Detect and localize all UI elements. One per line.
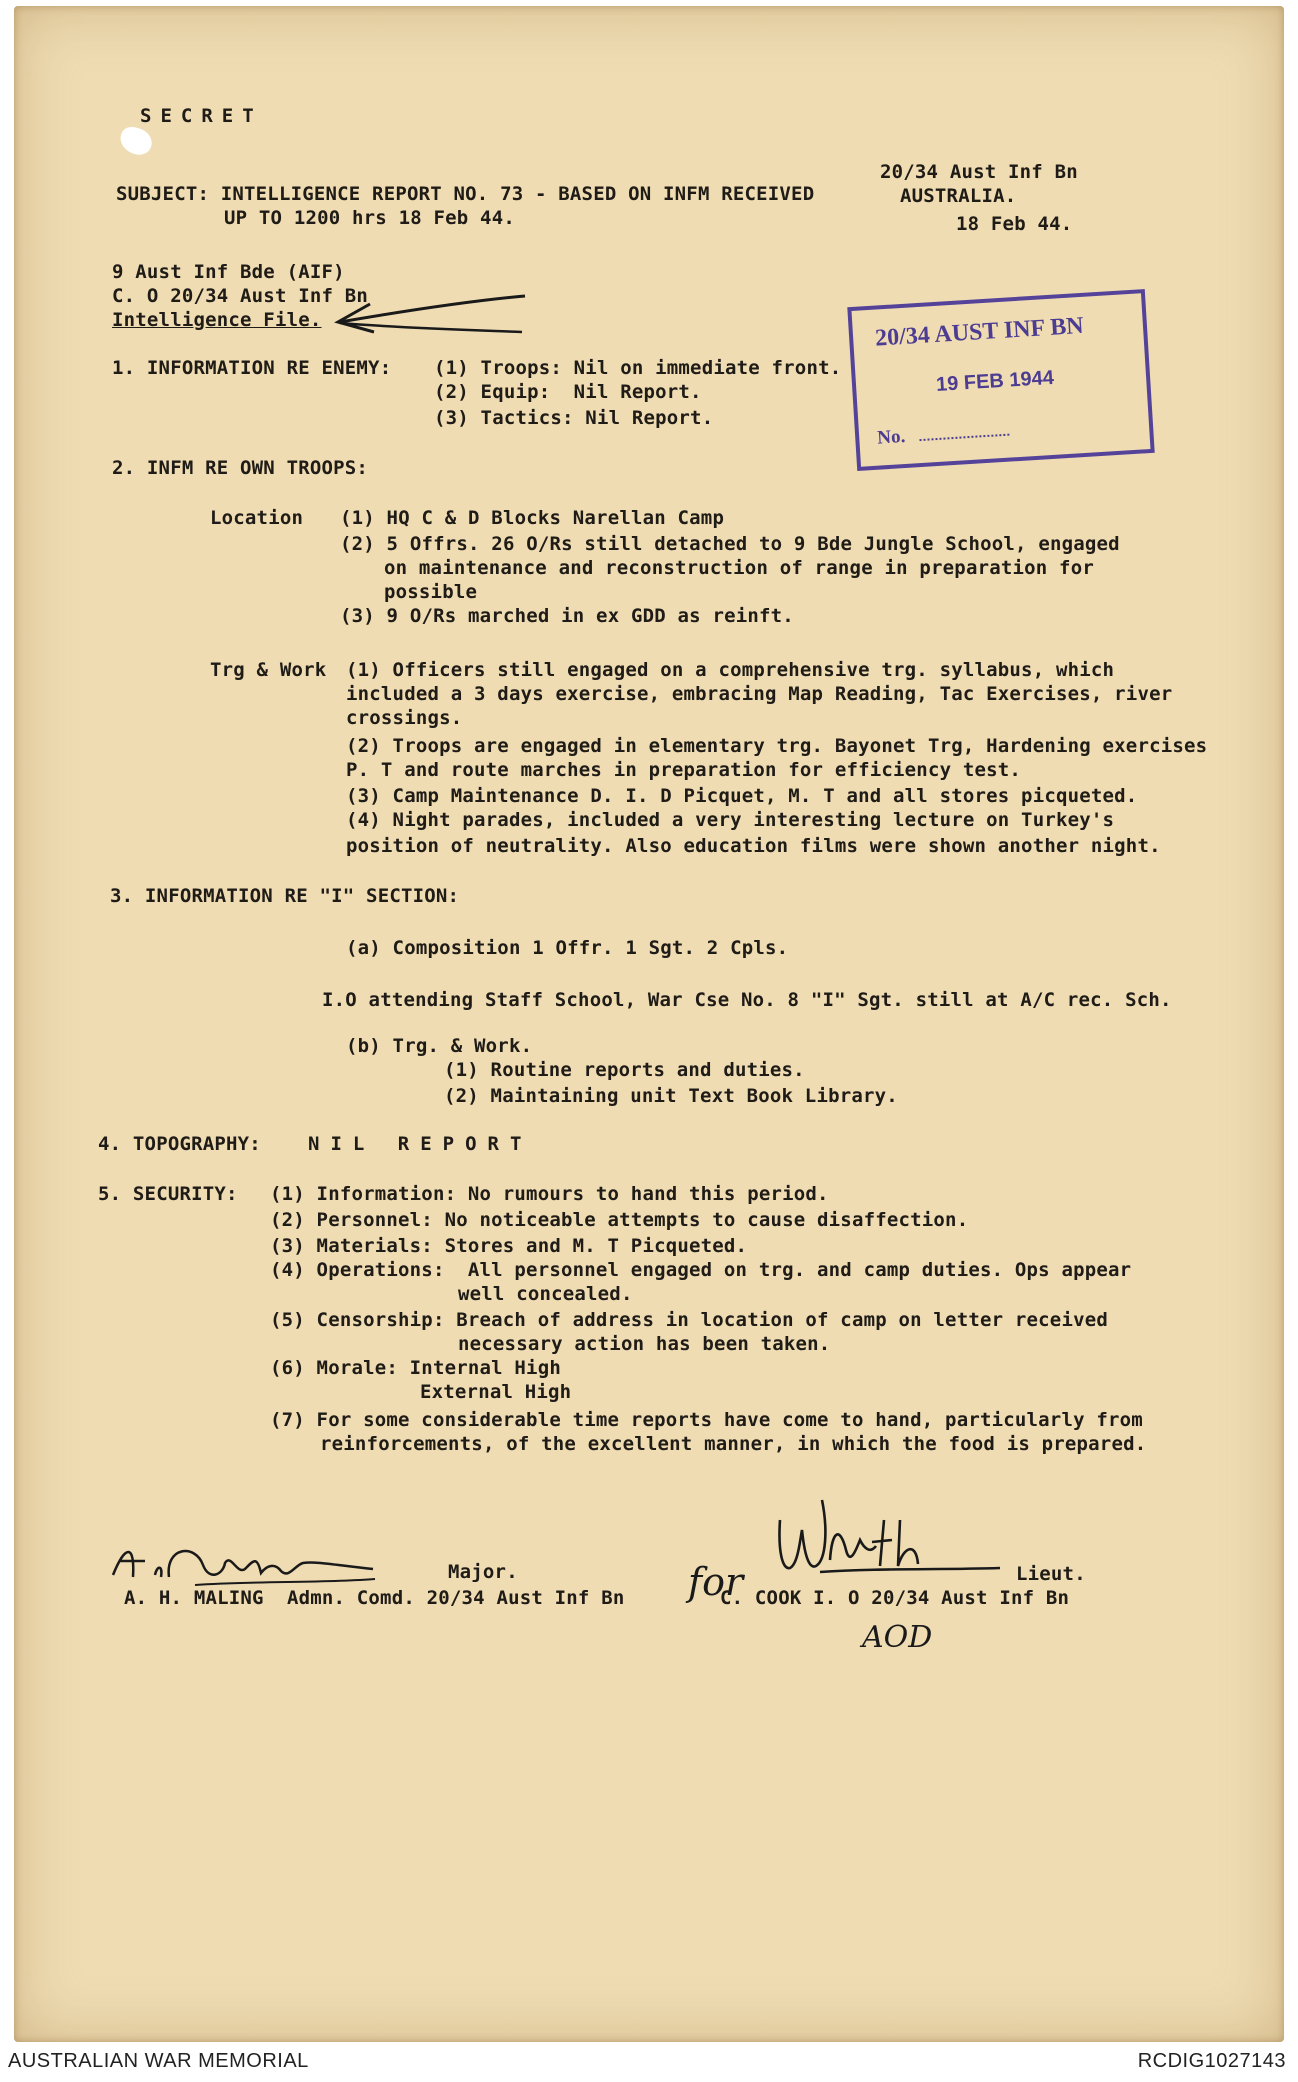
section-3-item: (2) Maintaining unit Text Book Library. — [444, 1085, 898, 1107]
stamp-unit: 20/34 AUST INF BN — [874, 312, 1085, 352]
country-header: AUSTRALIA. — [900, 185, 1017, 207]
location-item: (2) 5 Offrs. 26 O/Rs still detached to 9 Bde Jungle School, engaged — [340, 533, 1120, 555]
training-item: (3) Camp Maintenance D. I. D Picquet, M. T and all stores picqueted. — [346, 785, 1138, 807]
signature-for: for — [688, 1560, 744, 1604]
training-item: (1) Officers still engaged on a comprehensive trg. syllabus, which — [346, 659, 1115, 681]
classification-label: SECRET — [140, 105, 263, 127]
training-label: Trg & Work — [210, 659, 327, 681]
training-item: (4) Night parades, included a very interesting lecture on Turkey's — [346, 809, 1115, 831]
stamp-number: No. — [876, 425, 906, 449]
section-3-heading: 3. INFORMATION RE "I" SECTION: — [110, 885, 460, 907]
security-item: (7) For some considerable time reports have come to hand, particularly from — [270, 1409, 1143, 1431]
right-signatory-rank: Lieut. — [1016, 1563, 1086, 1585]
archive-id: RCDIG1027143 — [1137, 2050, 1286, 2072]
training-item: (2) Troops are engaged in elementary trg. Bayonet Trg, Hardening exercises — [346, 735, 1208, 757]
unit-stamp — [847, 289, 1154, 471]
section-1-item: (3) Tactics: Nil Report. — [434, 407, 714, 429]
section-5-heading: 5. SECURITY: — [98, 1183, 238, 1205]
security-item: External High — [420, 1381, 572, 1403]
right-signatory-name: C. COOK I. O 20/34 Aust Inf Bn — [720, 1587, 1070, 1609]
security-item: well concealed. — [458, 1283, 633, 1305]
location-item: possible — [384, 581, 478, 603]
location-item: (3) 9 O/Rs marched in ex GDD as reinft. — [340, 605, 794, 627]
addressee-1: 9 Aust Inf Bde (AIF) — [112, 261, 345, 283]
stamp-date: 19 FEB 1944 — [935, 366, 1055, 396]
section-3-composition: (a) Composition 1 Offr. 1 Sgt. 2 Cpls. — [346, 937, 789, 959]
training-item: P. T and route marches in preparation for efficiency test. — [346, 759, 1022, 781]
security-item: (6) Morale: Internal High — [270, 1357, 561, 1379]
section-4-value: NIL REPORT — [308, 1133, 533, 1155]
handwritten-arrow — [330, 290, 530, 350]
security-item: necessary action has been taken. — [458, 1333, 831, 1355]
section-2-heading: 2. INFM RE OWN TROOPS: — [112, 457, 369, 479]
training-item: included a 3 days exercise, embracing Map Reading, Tac Exercises, river — [346, 683, 1173, 705]
section-3-training: (b) Trg. & Work. — [346, 1035, 533, 1057]
section-1-item: (1) Troops: Nil on immediate front. — [434, 357, 842, 379]
training-item: crossings. — [346, 707, 463, 729]
training-item: position of neutrality. Also education films were shown another night. — [346, 835, 1161, 857]
security-item: (1) Information: No rumours to hand this period. — [270, 1183, 829, 1205]
signature-smith — [760, 1490, 1010, 1590]
handwritten-initials: AOD — [862, 1620, 933, 1655]
security-item: (3) Materials: Stores and M. T Picqueted. — [270, 1235, 748, 1257]
section-1-heading: 1. INFORMATION RE ENEMY: — [112, 357, 392, 379]
section-3-note: I.O attending Staff School, War Cse No. 8 "I" Sgt. still at A/C rec. Sch. — [322, 989, 1172, 1011]
security-item: (4) Operations: All personnel engaged on trg. and camp duties. Ops appear — [270, 1259, 1132, 1281]
section-4-heading: 4. TOPOGRAPHY: — [98, 1133, 261, 1155]
section-3-item: (1) Routine reports and duties. — [444, 1059, 805, 1081]
report-date: 18 Feb 44. — [956, 213, 1073, 235]
addressee-3: Intelligence File. — [112, 309, 322, 331]
left-signatory-name: A. H. MALING Admn. Comd. 20/34 Aust Inf Bn — [124, 1587, 625, 1609]
subject-line-2: UP TO 1200 hrs 18 Feb 44. — [224, 207, 515, 229]
subject-line: SUBJECT: INTELLIGENCE REPORT NO. 73 - BASED ON INFM RECEIVED — [116, 183, 815, 205]
location-item: (1) HQ C & D Blocks Narellan Camp — [340, 507, 725, 529]
left-signatory-rank: Major. — [448, 1561, 518, 1583]
location-label: Location — [210, 507, 304, 529]
security-item: reinforcements, of the excellent manner, in which the food is prepared. — [320, 1433, 1147, 1455]
unit-header: 20/34 Aust Inf Bn — [880, 161, 1078, 183]
section-1-item: (2) Equip: Nil Report. — [434, 381, 702, 403]
location-item: on maintenance and reconstruction of range in preparation for — [384, 557, 1094, 579]
security-item: (5) Censorship: Breach of address in location of camp on letter received — [270, 1309, 1109, 1331]
addressee-2: C. O 20/34 Aust Inf Bn — [112, 285, 369, 307]
security-item: (2) Personnel: No noticeable attempts to cause disaffection. — [270, 1209, 969, 1231]
archive-credit: AUSTRALIAN WAR MEMORIAL — [8, 2050, 309, 2072]
